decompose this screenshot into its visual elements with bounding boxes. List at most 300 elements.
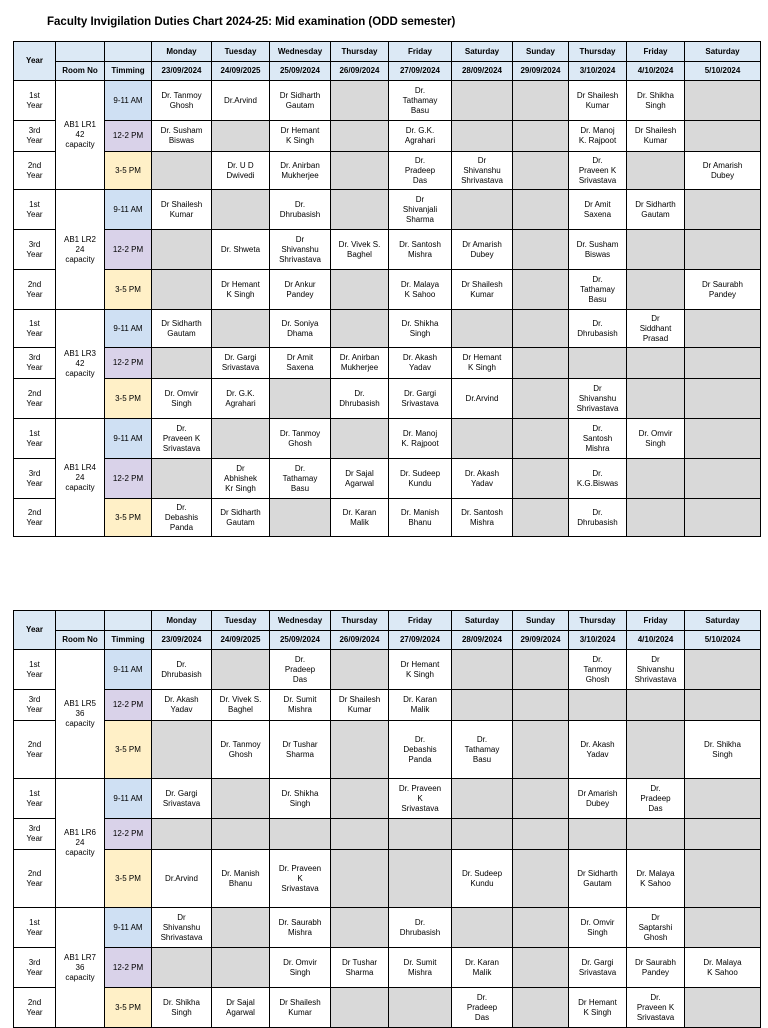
duty-cell: Dr Hemant K Singh [569, 988, 627, 1028]
table-row [14, 948, 761, 988]
duty-cell [331, 310, 389, 348]
duty-cell: Dr. Tathamay Basu [270, 459, 331, 499]
duty-cell: Dr. Manoj K. Rajpoot [569, 121, 627, 152]
table-row [14, 190, 761, 230]
duty-cell [513, 152, 569, 190]
room-header: Room No [56, 62, 105, 81]
duty-cell: Dr. Omvir Singh [152, 379, 212, 419]
duty-cell [685, 230, 761, 270]
duty-cell: Dr Ankur Pandey [270, 270, 331, 310]
duty-cell [452, 690, 513, 721]
table-row [14, 908, 761, 948]
timing-cell: 3-5 PM [105, 270, 152, 310]
day-header: Monday [152, 611, 212, 631]
duty-cell [331, 850, 389, 908]
duty-cell: Dr. Dhrubasish [331, 379, 389, 419]
date-header: 29/09/2024 [513, 62, 569, 81]
duty-cell [513, 190, 569, 230]
duty-cell: Dr.Arvind [212, 81, 270, 121]
date-header: 28/09/2024 [452, 62, 513, 81]
duty-cell: Dr. Praveen K Srivastava [569, 152, 627, 190]
date-header: 4/10/2024 [627, 631, 685, 650]
duty-cell: Dr. Praveen K Srivastava [270, 850, 331, 908]
year-cell: 3rd Year [14, 948, 56, 988]
room-cell: AB1 LR6 24 capacity [56, 779, 105, 908]
duty-cell: Dr. Tanmoy Ghosh [569, 650, 627, 690]
day-header: Thursday [569, 611, 627, 631]
duty-cell: Dr Sajal Agarwal [331, 459, 389, 499]
duty-cell: Dr. Shikha Singh [152, 988, 212, 1028]
day-header: Monday [152, 42, 212, 62]
day-header: Friday [627, 42, 685, 62]
date-header: 27/09/2024 [389, 62, 452, 81]
duty-cell [331, 721, 389, 779]
table-row [14, 459, 761, 499]
duty-cell: Dr. Soniya Dhama [270, 310, 331, 348]
duty-cell [513, 121, 569, 152]
duty-cell: Dr. Anirban Mukherjee [270, 152, 331, 190]
table-row [14, 850, 761, 908]
duty-cell: Dr. Debashis Panda [152, 499, 212, 537]
duty-cell: Dr Hemant K Singh [270, 121, 331, 152]
duty-cell: Dr Saptarshi Ghosh [627, 908, 685, 948]
duty-cell [685, 908, 761, 948]
duty-cell [452, 190, 513, 230]
duty-cell: Dr Amit Saxena [569, 190, 627, 230]
duty-cell [685, 850, 761, 908]
duty-cell [212, 310, 270, 348]
timing-cell: 3-5 PM [105, 499, 152, 537]
timing-cell: 12-2 PM [105, 348, 152, 379]
duty-cell: Dr. Saurabh Mishra [270, 908, 331, 948]
table-row [14, 650, 761, 690]
table-row [14, 230, 761, 270]
table-row [14, 310, 761, 348]
duty-cell [627, 459, 685, 499]
duty-cell: Dr. Anirban Mukherjee [331, 348, 389, 379]
duty-cell: Dr. Sudeep Kundu [452, 850, 513, 908]
table-row [14, 419, 761, 459]
day-header: Friday [627, 611, 685, 631]
duty-cell [569, 348, 627, 379]
duty-table-1 [13, 41, 761, 537]
duty-cell: Dr. Santosh Mishra [389, 230, 452, 270]
duty-cell [452, 650, 513, 690]
duty-cell: Dr. Dhrubasish [152, 650, 212, 690]
duty-cell [331, 650, 389, 690]
duty-cell [513, 908, 569, 948]
duty-cell [513, 779, 569, 819]
duty-cell [212, 948, 270, 988]
table-row [14, 348, 761, 379]
duty-cell [513, 310, 569, 348]
date-header: 23/09/2024 [152, 62, 212, 81]
duty-cell: Dr Amit Saxena [270, 348, 331, 379]
duty-cell [513, 650, 569, 690]
year-cell: 1st Year [14, 190, 56, 230]
duty-cell [513, 948, 569, 988]
duty-cell: Dr Hemant K Singh [452, 348, 513, 379]
room-cell: AB1 LR2 24 capacity [56, 190, 105, 310]
duty-cell [513, 690, 569, 721]
duty-cell [685, 499, 761, 537]
day-header: Thursday [331, 42, 389, 62]
duty-cell: Dr. Vivek S. Baghel [212, 690, 270, 721]
timing-cell: 12-2 PM [105, 948, 152, 988]
duty-cell [627, 230, 685, 270]
duty-cell: Dr. Praveen K Srivastava [152, 419, 212, 459]
duty-cell [270, 499, 331, 537]
duty-cell: Dr. Manoj K. Rajpoot [389, 419, 452, 459]
duty-cell: Dr. Dhrubasish [389, 908, 452, 948]
date-header: 3/10/2024 [569, 631, 627, 650]
duty-cell: Dr. Akash Yadav [389, 348, 452, 379]
day-header: Sunday [513, 611, 569, 631]
duty-cell [389, 988, 452, 1028]
duty-cell [513, 850, 569, 908]
duty-cell: Dr. Omvir Singh [627, 419, 685, 459]
duty-cell [513, 81, 569, 121]
duty-cell: Dr. Shikha Singh [389, 310, 452, 348]
duty-cell [627, 499, 685, 537]
timing-cell: 9-11 AM [105, 650, 152, 690]
duty-cell: Dr. Manish Bhanu [389, 499, 452, 537]
duty-cell [152, 270, 212, 310]
duty-cell [452, 310, 513, 348]
duty-cell [685, 419, 761, 459]
year-cell: 2nd Year [14, 850, 56, 908]
date-header: 24/09/2025 [212, 631, 270, 650]
year-cell: 2nd Year [14, 988, 56, 1028]
duty-cell: Dr. U D Dwivedi [212, 152, 270, 190]
duty-cell: Dr Abhishek Kr Singh [212, 459, 270, 499]
table-row [14, 988, 761, 1028]
room-cell: AB1 LR3 42 capacity [56, 310, 105, 419]
timing-cell: 9-11 AM [105, 310, 152, 348]
year-cell: 3rd Year [14, 819, 56, 850]
duty-cell [389, 850, 452, 908]
timing-cell: 12-2 PM [105, 121, 152, 152]
timing-cell: 9-11 AM [105, 419, 152, 459]
duty-cell [331, 81, 389, 121]
duty-cell: Dr. Gargi Srivastava [389, 379, 452, 419]
table-row [14, 81, 761, 121]
duty-cell [152, 459, 212, 499]
duty-cell: Dr Shivanshu Shrivastava [152, 908, 212, 948]
duty-cell: Dr. Tathamay Basu [569, 270, 627, 310]
duty-cell: Dr. Pradeep Das [452, 988, 513, 1028]
duty-cell: Dr. Sumit Mishra [389, 948, 452, 988]
duty-cell [627, 379, 685, 419]
duty-cell [513, 819, 569, 850]
duty-cell [627, 690, 685, 721]
duty-cell [627, 819, 685, 850]
duty-cell [152, 948, 212, 988]
day-header: Thursday [331, 611, 389, 631]
duty-cell [452, 779, 513, 819]
duty-cell: Dr Shivanshu Shrivastava [270, 230, 331, 270]
duty-cell: Dr.Arvind [152, 850, 212, 908]
year-cell: 3rd Year [14, 121, 56, 152]
duty-cell: Dr. Akash Yadav [452, 459, 513, 499]
duty-cell [212, 650, 270, 690]
duty-cell: Dr. Shikha Singh [627, 81, 685, 121]
header-row-days [14, 42, 761, 62]
date-header: 29/09/2024 [513, 631, 569, 650]
duty-cell [331, 988, 389, 1028]
day-header: Tuesday [212, 42, 270, 62]
duty-cell [212, 121, 270, 152]
duty-cell: Dr. G.K. Agrahari [389, 121, 452, 152]
duty-cell [331, 419, 389, 459]
table-row [14, 152, 761, 190]
timing-cell: 9-11 AM [105, 81, 152, 121]
duty-cell: Dr. Dhrubasish [569, 499, 627, 537]
duty-cell: Dr. Karan Malik [452, 948, 513, 988]
duty-cell: Dr Tushar Sharma [331, 948, 389, 988]
table-row [14, 690, 761, 721]
duty-cell [152, 152, 212, 190]
date-header: 5/10/2024 [685, 62, 761, 81]
duty-cell: Dr. Debashis Panda [389, 721, 452, 779]
duty-cell [513, 459, 569, 499]
year-cell: 3rd Year [14, 348, 56, 379]
timing-cell: 12-2 PM [105, 690, 152, 721]
table-row [14, 379, 761, 419]
year-cell: 1st Year [14, 779, 56, 819]
duty-cell: Dr. Malaya K Sahoo [685, 948, 761, 988]
timing-cell: 3-5 PM [105, 850, 152, 908]
year-cell: 2nd Year [14, 499, 56, 537]
room-cell: AB1 LR4 24 capacity [56, 419, 105, 537]
duty-cell: Dr Sidharth Gautam [152, 310, 212, 348]
duty-cell: Dr. Malaya K Sahoo [389, 270, 452, 310]
date-header: 27/09/2024 [389, 631, 452, 650]
duty-cell [152, 819, 212, 850]
timing-cell: 3-5 PM [105, 379, 152, 419]
duty-table-2 [13, 610, 761, 1028]
duty-cell: Dr Shivanjali Sharma [389, 190, 452, 230]
year-cell: 1st Year [14, 908, 56, 948]
timing-cell: 12-2 PM [105, 819, 152, 850]
duty-cell [685, 650, 761, 690]
duty-cell: Dr Hemant K Singh [389, 650, 452, 690]
year-cell: 2nd Year [14, 152, 56, 190]
duty-cell: Dr Sidharth Gautam [270, 81, 331, 121]
date-header: 25/09/2024 [270, 631, 331, 650]
year-cell: 3rd Year [14, 459, 56, 499]
duty-cell [331, 819, 389, 850]
duty-cell [331, 270, 389, 310]
day-header: Wednesday [270, 611, 331, 631]
date-header: 23/09/2024 [152, 631, 212, 650]
table-row [14, 721, 761, 779]
duty-cell [513, 379, 569, 419]
duty-cell [685, 459, 761, 499]
duty-cell: Dr. Gargi Srivastava [212, 348, 270, 379]
duty-cell [389, 819, 452, 850]
date-header: 3/10/2024 [569, 62, 627, 81]
duty-cell [685, 988, 761, 1028]
duty-cell: Dr Shailesh Kumar [331, 690, 389, 721]
duty-cell [513, 230, 569, 270]
duty-cell: Dr. Shikha Singh [270, 779, 331, 819]
year-cell: 1st Year [14, 419, 56, 459]
day-header: Friday [389, 611, 452, 631]
duty-cell: Dr. Gargi Srivastava [569, 948, 627, 988]
duty-cell: Dr Amarish Dubey [569, 779, 627, 819]
duty-cell: Dr. Sudeep Kundu [389, 459, 452, 499]
duty-cell [685, 121, 761, 152]
header-row-days [14, 611, 761, 631]
duty-cell: Dr Shailesh Kumar [569, 81, 627, 121]
duty-cell [513, 419, 569, 459]
duty-cell [452, 419, 513, 459]
timing-cell: 3-5 PM [105, 721, 152, 779]
day-header: Saturday [452, 42, 513, 62]
duty-cell: Dr Shailesh Kumar [627, 121, 685, 152]
duty-cell: Dr. Akash Yadav [152, 690, 212, 721]
duty-cell [212, 419, 270, 459]
duty-cell: Dr. Karan Malik [331, 499, 389, 537]
duty-cell: Dr Sidharth Gautam [569, 850, 627, 908]
day-header: Wednesday [270, 42, 331, 62]
day-header: Saturday [685, 611, 761, 631]
duty-cell [331, 779, 389, 819]
date-header: 25/09/2024 [270, 62, 331, 81]
duty-cell: Dr Tushar Sharma [270, 721, 331, 779]
duty-cell [513, 988, 569, 1028]
duty-cell [685, 348, 761, 379]
day-header: Friday [389, 42, 452, 62]
table-row [14, 121, 761, 152]
duty-cell [627, 270, 685, 310]
duty-cell: Dr. Dhrubasish [270, 190, 331, 230]
timing-cell: 12-2 PM [105, 230, 152, 270]
room-cell: AB1 LR5 36 capacity [56, 650, 105, 779]
duty-cell: Dr. Tathamay Basu [452, 721, 513, 779]
year-cell: 2nd Year [14, 721, 56, 779]
duty-cell: Dr. Sumit Mishra [270, 690, 331, 721]
duty-cell [270, 819, 331, 850]
duty-cell [685, 190, 761, 230]
room-cell: AB1 LR1 42 capacity [56, 81, 105, 190]
date-header: 5/10/2024 [685, 631, 761, 650]
duty-cell [685, 81, 761, 121]
year-cell: 3rd Year [14, 230, 56, 270]
timing-cell: 9-11 AM [105, 190, 152, 230]
duty-cell [212, 819, 270, 850]
duty-cell: Dr. Susham Biswas [569, 230, 627, 270]
duty-cell [569, 819, 627, 850]
duty-cell [513, 348, 569, 379]
year-cell: 3rd Year [14, 690, 56, 721]
duty-cell [331, 190, 389, 230]
duty-cell: Dr Sidharth Gautam [212, 499, 270, 537]
header-row-dates [14, 631, 761, 650]
date-header: 24/09/2025 [212, 62, 270, 81]
duty-cell [331, 152, 389, 190]
duty-cell [627, 152, 685, 190]
duty-cell: Dr. Tanmoy Ghosh [270, 419, 331, 459]
duty-cell [212, 779, 270, 819]
date-header: 28/09/2024 [452, 631, 513, 650]
duty-cell: Dr. Susham Biswas [152, 121, 212, 152]
duty-cell [452, 81, 513, 121]
year-header: Year [14, 42, 56, 81]
duty-cell: Dr. Santosh Mishra [452, 499, 513, 537]
duty-cell: Dr Siddhant Prasad [627, 310, 685, 348]
year-cell: 2nd Year [14, 270, 56, 310]
day-header: Sunday [513, 42, 569, 62]
year-cell: 1st Year [14, 81, 56, 121]
timing-cell: 9-11 AM [105, 779, 152, 819]
table-row [14, 499, 761, 537]
chart-title: Faculty Invigilation Duties Chart 2024-25: Mid examination (ODD semester) [47, 16, 456, 28]
duty-cell: Dr Saurabh Pandey [627, 948, 685, 988]
duty-cell [685, 690, 761, 721]
duty-cell [685, 310, 761, 348]
duty-cell [452, 121, 513, 152]
duty-cell: Dr Amarish Dubey [685, 152, 761, 190]
duty-cell: Dr. Tathamay Basu [389, 81, 452, 121]
duty-cell: Dr Shivanshu Shrivastava [569, 379, 627, 419]
duty-cell: Dr Sidharth Gautam [627, 190, 685, 230]
header-blank [56, 42, 105, 62]
duty-cell: Dr. Pradeep Das [389, 152, 452, 190]
duty-cell: Dr. Tanmoy Ghosh [152, 81, 212, 121]
duty-cell [513, 721, 569, 779]
duty-cell: Dr Amarish Dubey [452, 230, 513, 270]
duty-cell [685, 819, 761, 850]
date-header: 26/09/2024 [331, 62, 389, 81]
duty-cell [513, 270, 569, 310]
duty-cell: Dr Hemant K Singh [212, 270, 270, 310]
year-cell: 1st Year [14, 310, 56, 348]
duty-cell: Dr Shailesh Kumar [270, 988, 331, 1028]
duty-cell: Dr. Omvir Singh [569, 908, 627, 948]
timing-header: Timming [105, 631, 152, 650]
duty-cell [513, 499, 569, 537]
day-header: Tuesday [212, 611, 270, 631]
duty-cell [627, 348, 685, 379]
header-blank [56, 611, 105, 631]
duty-cell: Dr. Praveen K Srivastava [389, 779, 452, 819]
day-header: Saturday [685, 42, 761, 62]
header-blank [105, 611, 152, 631]
timing-cell: 3-5 PM [105, 152, 152, 190]
duty-cell: Dr. Gargi Srivastava [152, 779, 212, 819]
room-cell: AB1 LR7 36 capacity [56, 908, 105, 1028]
duty-cell [270, 379, 331, 419]
timing-cell: 9-11 AM [105, 908, 152, 948]
duty-cell [331, 121, 389, 152]
duty-cell: Dr. Tanmoy Ghosh [212, 721, 270, 779]
duty-cell: Dr. Praveen K Srivastava [627, 988, 685, 1028]
duty-cell [331, 908, 389, 948]
day-header: Thursday [569, 42, 627, 62]
day-header: Saturday [452, 611, 513, 631]
duty-cell: Dr. Pradeep Das [627, 779, 685, 819]
duty-cell: Dr. Manish Bhanu [212, 850, 270, 908]
year-cell: 1st Year [14, 650, 56, 690]
duty-cell: Dr. Dhrubasish [569, 310, 627, 348]
duty-cell [452, 819, 513, 850]
duty-cell: Dr Sajal Agarwal [212, 988, 270, 1028]
header-blank [105, 42, 152, 62]
table-row [14, 779, 761, 819]
duty-cell [685, 379, 761, 419]
